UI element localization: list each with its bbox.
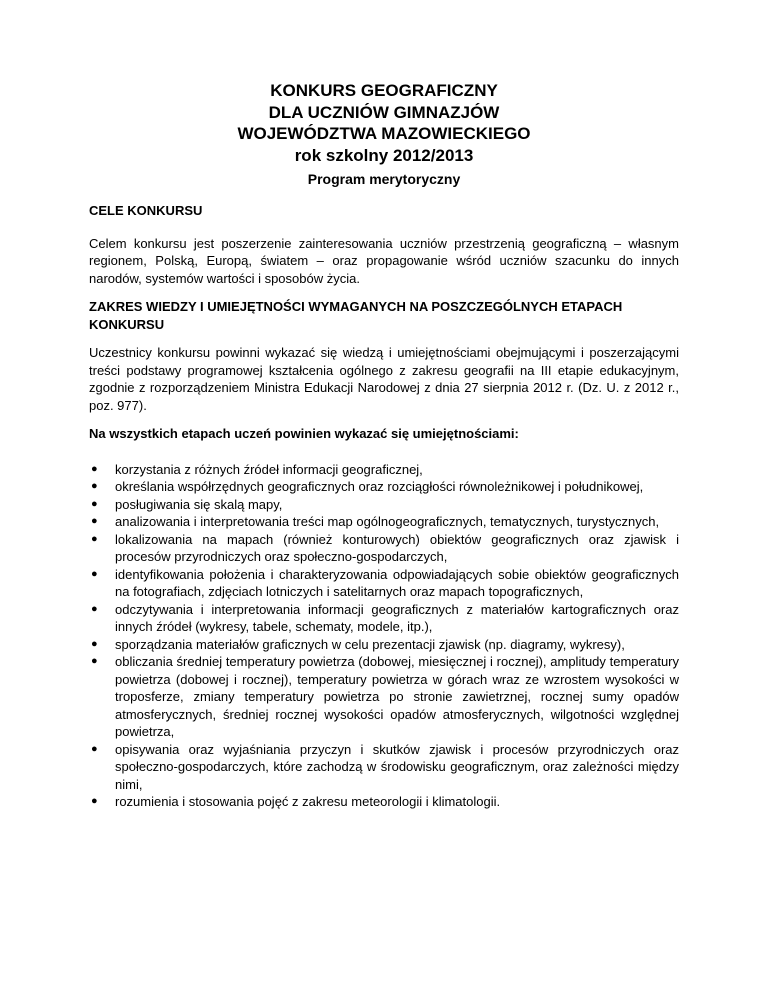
document-subtitle: Program merytoryczny — [307, 171, 461, 187]
bullet-icon: ● — [91, 795, 98, 807]
list-item — [89, 461, 679, 479]
bullet-icon: ● — [91, 567, 98, 580]
list-item-text: analizowania i interpretowania treści map ogólnogeograficznych, tematycznych, turystycznych, — [115, 514, 660, 529]
list-item — [89, 653, 679, 741]
bullet-icon: ● — [91, 480, 98, 492]
document-title — [89, 80, 679, 188]
title-line-1: KONKURS GEOGRAFICZNY — [270, 81, 498, 100]
list-item — [89, 513, 679, 531]
list-item — [89, 478, 679, 496]
bullet-icon: ● — [91, 462, 98, 475]
document-page — [89, 80, 679, 811]
bullet-icon: ● — [91, 497, 98, 510]
bullet-icon: ● — [91, 602, 98, 615]
section-text-scope: Uczestnicy konkursu powinni wykazać się wiedzą i umiejętnościami obejmującymi i poszerzającymi treści podstawy programowej kształcenia ogólnego z zakresu geografii na III etapie edukacyjnym, zgodnie z rozporządzeniem Ministra Edukacji Narodowej z dnia 27 sierpnia 2012 r. (Dz. U. z 2012 r., poz. 977). — [89, 345, 679, 413]
list-item — [89, 531, 679, 566]
list-item-text: odczytywania i interpretowania informacji geograficznych z materiałów kartograficznych oraz innych źródeł (wykresy, tabele, schematy, modele, itp.), — [115, 601, 679, 634]
list-item-text: lokalizowania na mapach (również konturowych) obiektów geograficznych oraz zjawisk i procesów przyrodniczych oraz społeczno-gospodarczych, — [115, 531, 679, 564]
title-line-3: WOJEWÓDZTWA MAZOWIECKIEGO — [237, 124, 531, 143]
list-item-text: identyfikowania położenia i charakteryzowania odpowiadających sobie obiektów geograficznych na fotografiach, zdjęciach lotniczych i satelitarnych oraz mapach topograficznych, — [115, 566, 679, 599]
title-line-school-year: rok szkolny 2012/2013 — [294, 145, 474, 165]
bullet-icon: ● — [91, 515, 98, 527]
section-heading-scope: ZAKRES WIEDZY I UMIEJĘTNOŚCI WYMAGANYCH NA POSZCZEGÓLNYCH ETAPACH KONKURSU — [89, 299, 623, 332]
list-item — [89, 601, 679, 636]
list-item — [89, 636, 679, 654]
list-item-text: posługiwania się skalą mapy, — [115, 496, 283, 512]
bullet-icon: ● — [91, 742, 98, 755]
skills-list — [89, 461, 679, 811]
skills-heading: Na wszystkich etapach uczeń powinien wykazać się umiejętnościami: — [89, 426, 519, 441]
section-text-goals: Celem konkursu jest poszerzenie zainteresowania uczniów przestrzenią geograficzną – własnym regionem, Polską, Europą, światem – oraz propagowanie wśród uczniów szacunku do innych narodów, systemów wartości i sposobów życia. — [89, 235, 679, 286]
list-item-text: rozumienia i stosowania pojęć z zakresu meteorologii i klimatologii. — [115, 794, 501, 809]
bullet-icon: ● — [91, 637, 98, 650]
list-item — [89, 566, 679, 601]
title-line-2: DLA UCZNIÓW GIMNAZJÓW — [268, 102, 500, 122]
list-item-text: określania współrzędnych geograficznych oraz rozciągłości równoleżnikowej i południkowej, — [115, 479, 644, 494]
list-item-text: obliczania średniej temperatury powietrza (dobowej, miesięcznej i rocznej), amplitudy temperatury powietrza (dobowej i rocznej), temperatury powietrza w górach wraz ze wzrostem wysokości w troposferze, zmiany temperatury powietrza po stronie zawietrznej, rocznej sumy opadów atmosferycznych, średniej rocznej wysokości opadów atmosferycznych, wilgotności względnej powietrza, — [115, 654, 679, 739]
list-item — [89, 496, 679, 514]
list-item-text: opisywania oraz wyjaśniania przyczyn i skutków zjawisk i procesów przyrodniczych oraz społeczno-gospodarczych, które zachodzą w środowisku geograficznym, oraz zależności między nimi, — [115, 741, 679, 792]
list-item-text: sporządzania materiałów graficznych w celu prezentacji zjawisk (np. diagramy, wykresy), — [115, 636, 625, 652]
bullet-icon: ● — [91, 532, 98, 545]
section-heading-goals: CELE KONKURSU — [89, 203, 203, 218]
list-item — [89, 741, 679, 794]
list-item-text: korzystania z różnych źródeł informacji geograficznej, — [115, 461, 423, 477]
bullet-icon: ● — [91, 655, 98, 667]
list-item — [89, 793, 679, 811]
